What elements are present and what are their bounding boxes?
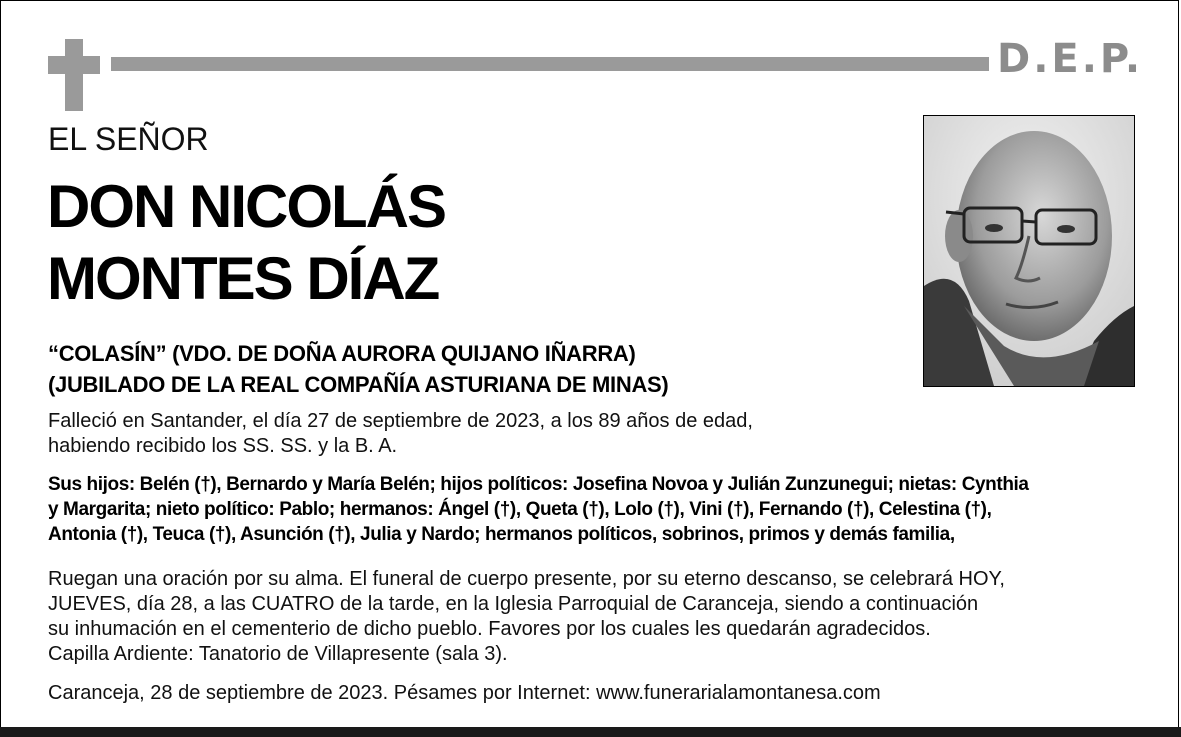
nickname-line: “COLASÍN” (VDO. DE DOÑA AURORA QUIJANO IÑARRA)	[48, 341, 636, 366]
dep-label: D.E.P.	[997, 36, 1144, 82]
cross-horizontal-bar	[48, 56, 100, 74]
deceased-name-line2: MONTES DÍAZ	[47, 245, 439, 312]
funeral-details	[48, 567, 1138, 667]
family-list-line1: Sus hijos: Belén (†), Bernardo y María Belén; hijos políticos: Josefina Novoa y Julián Zunzunegui; nietas: Cynthia	[48, 474, 1029, 495]
deceased-name-line1: DON NICOLÁS	[47, 173, 445, 240]
family-list	[48, 472, 1138, 547]
occupation-line: (JUBILADO DE LA REAL COMPAÑÍA ASTURIANA DE MINAS)	[48, 372, 669, 397]
cross-vertical-bar	[65, 39, 83, 111]
portrait-image	[924, 116, 1134, 386]
latin-cross-icon	[48, 39, 100, 111]
family-list-line3: Antonia (†), Teuca (†), Asunción (†), Julia y Nardo; hermanos políticos, sobrinos, primos y demás familia,	[48, 524, 955, 545]
family-list-line2: y Margarita; nieto político: Pablo; hermanos: Ángel (†), Queta (†), Lolo (†), Vini (†), Fernando (†), Celestina (†),	[48, 499, 992, 520]
funeral-details-line2: JUEVES, día 28, a las CUATRO de la tarde, en la Iglesia Parroquial de Caranceja, siendo a continuación	[48, 593, 979, 615]
footer-line: Caranceja, 28 de septiembre de 2023. Pésames por Internet: www.funerarialamontanesa.com	[48, 682, 881, 704]
funeral-details-line1: Ruegan una oración por su alma. El funeral de cuerpo presente, por su eterno descanso, se celebrará HOY,	[48, 568, 1005, 590]
honorific-prefix: EL SEÑOR	[48, 121, 209, 157]
deceased-name	[47, 171, 445, 315]
funeral-details-line4: Capilla Ardiente: Tanatorio de Villapresente (sala 3).	[48, 643, 508, 665]
death-notice	[48, 409, 868, 459]
death-notice-line1: Falleció en Santander, el día 27 de septiembre de 2023, a los 89 años de edad,	[48, 410, 753, 432]
header-rule	[111, 57, 989, 71]
funeral-details-line3: su inhumación en el cementerio de dicho pueblo. Favores por los cuales les quedarán agradecidos.	[48, 618, 931, 640]
portrait-photo	[923, 115, 1135, 387]
bottom-border-bar	[0, 727, 1181, 737]
death-notice-line2: habiendo recibido los SS. SS. y la B. A.	[48, 435, 398, 457]
